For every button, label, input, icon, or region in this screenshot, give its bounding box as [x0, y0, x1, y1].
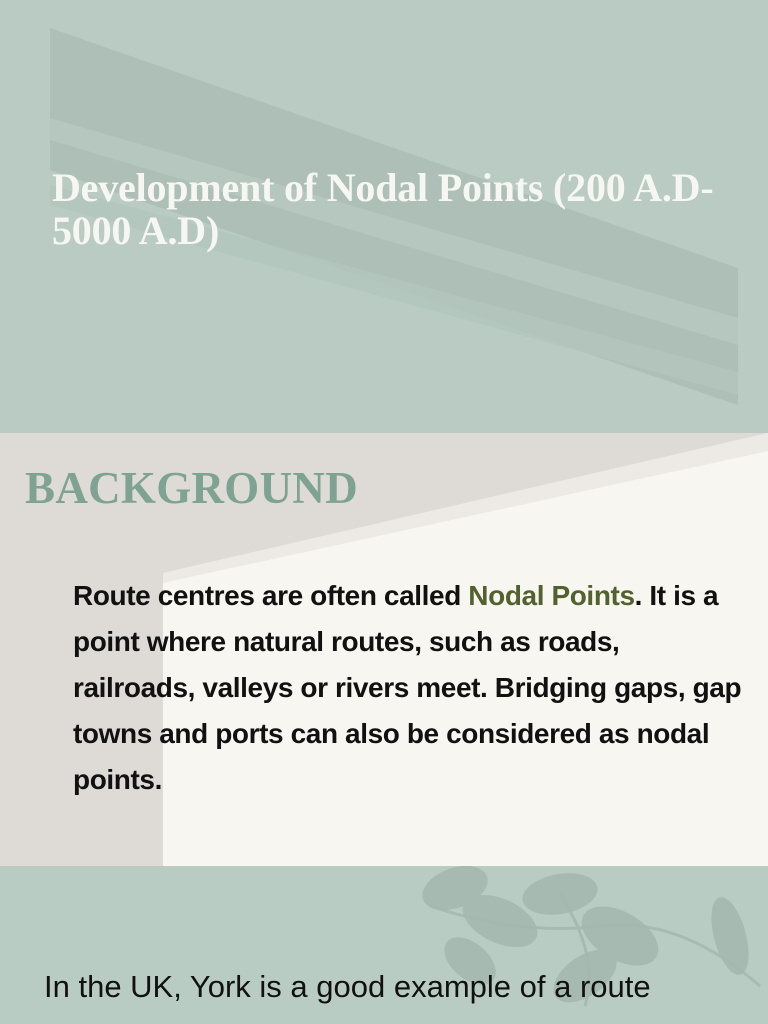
paragraph-text: . It is a point where natural routes, such as roads, railroads, valleys or rivers meet. Bridging gaps, gap towns and ports can also be considered as nodal points. [73, 580, 742, 795]
slide-heading: BACKGROUND [25, 463, 359, 513]
title-slide [0, 0, 768, 433]
example-paragraph [44, 964, 744, 1010]
background-slide [0, 433, 768, 866]
example-slide [0, 866, 768, 1024]
highlighted-term: Nodal Points [468, 580, 635, 611]
paragraph-line: In the UK, York is a good example of a route [44, 969, 651, 1004]
paragraph-text: Route centres are often called [73, 580, 469, 611]
slide-title: Development of Nodal Points (200 A.D-5000 A.D) [52, 165, 714, 253]
definition-paragraph [73, 573, 743, 803]
